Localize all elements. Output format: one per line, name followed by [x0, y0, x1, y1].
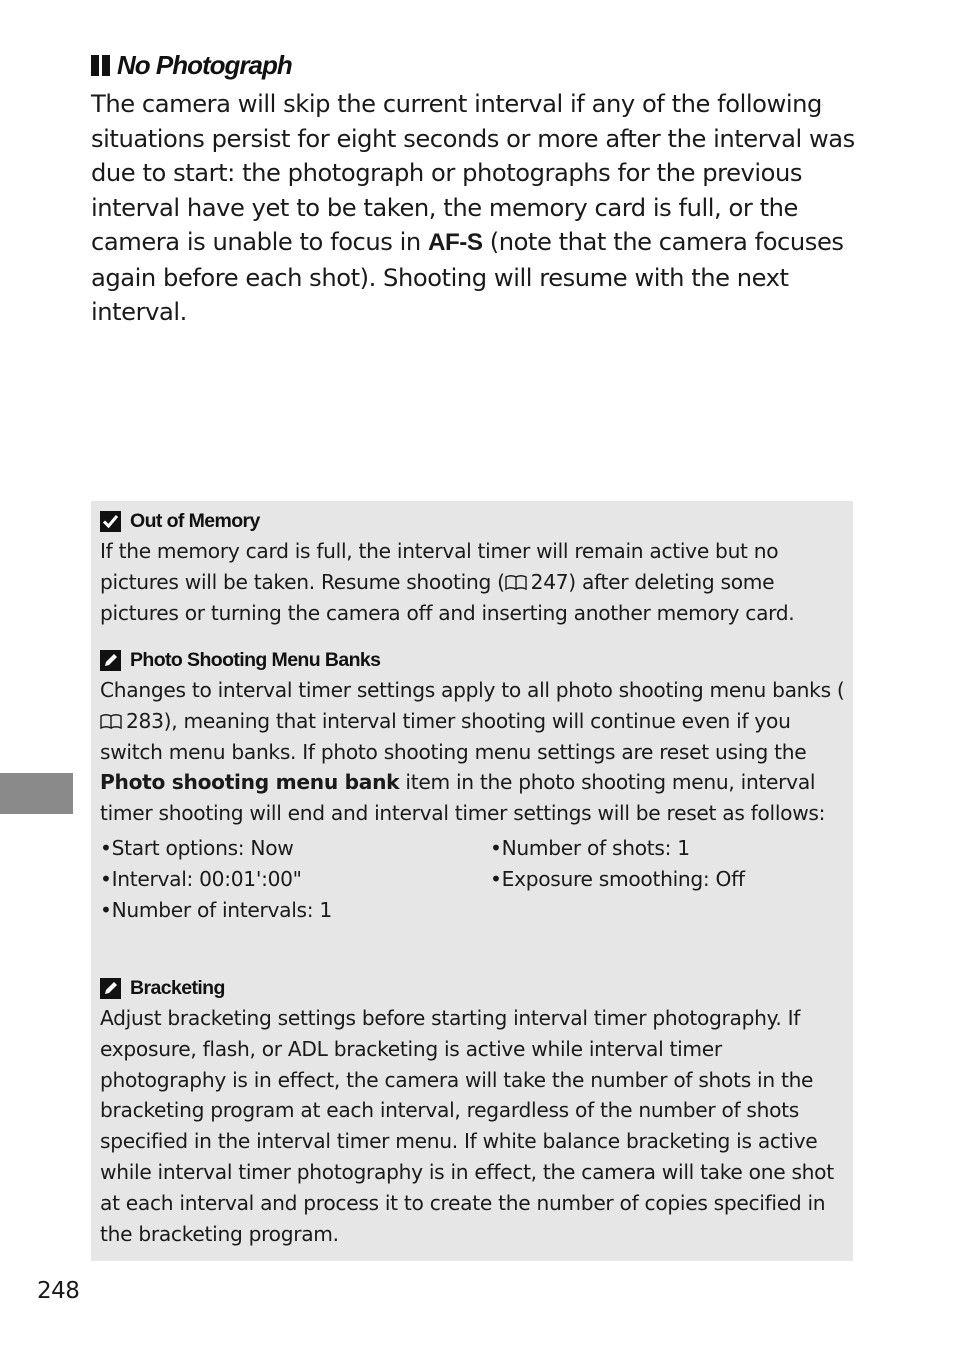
note-bracketing — [100, 973, 850, 1249]
list-item: • Exposure smoothing: Off — [490, 864, 820, 895]
list-item: • Interval: 00:01':00" — [100, 864, 490, 895]
note-text-part: ) after deleting some pictures or turning the camera off and inserting another memory card. — [100, 569, 795, 625]
intro-paragraph — [91, 87, 861, 330]
note-out-of-memory — [100, 506, 850, 628]
note-text — [100, 536, 850, 628]
heading-marker — [91, 55, 99, 76]
page-reference[interactable]: 283 — [126, 708, 164, 733]
note-header — [100, 506, 850, 536]
note-text-part: item in the photo shooting menu, interval timer shooting will end and interval timer settings will be reset as follows: — [100, 770, 826, 826]
section-heading — [91, 50, 292, 81]
chapter-tab — [0, 773, 73, 814]
book-icon — [505, 574, 527, 590]
list-item: • Number of intervals: 1 — [100, 895, 490, 926]
notes-box — [91, 501, 853, 1261]
book-icon — [100, 713, 122, 729]
heading-marker — [102, 55, 110, 76]
note-text-part: ), meaning that interval timer shooting will continue even if you switch menu banks. If photo shooting menu settings are reset using the — [100, 708, 807, 764]
note-text-part: If the memory card is full, the interval timer will remain active but no pictures will be taken. Resume shooting ( — [100, 539, 779, 594]
page-reference[interactable]: 247 — [530, 569, 569, 594]
note-text-part: Changes to interval timer settings apply to all photo shooting menu banks ( — [100, 678, 845, 702]
note-header — [100, 645, 850, 675]
check-box-icon — [100, 511, 121, 532]
pencil-note-icon — [100, 650, 121, 671]
af-s-mode: AF-S — [428, 229, 483, 256]
note-title: Photo Shooting Menu Banks — [130, 648, 381, 671]
list-item: • Start options: Now — [100, 833, 490, 864]
intro-text-end: (note that the camera focuses again before each shot). Shooting will resume with the next interval. — [91, 228, 844, 326]
menu-item-name: Photo shooting menu bank — [100, 770, 400, 795]
list-item: • Number of shots: 1 — [490, 833, 820, 864]
note-title: Bracketing — [130, 976, 225, 999]
pencil-note-icon — [100, 978, 121, 999]
note-text — [100, 675, 850, 829]
reset-settings-list — [100, 833, 850, 925]
intro-text: The camera will skip the current interval if any of the following situations persist for eight seconds or more after the interval was due to start: the photograph or photographs for the previous interval have yet to be taken, the memory card is full, or the camera is unable to focus in — [91, 90, 855, 256]
page-number: 248 — [37, 1278, 80, 1304]
note-menu-banks — [100, 645, 850, 925]
note-text: Adjust bracketing settings before starting interval timer photography. If exposure, flash, or ADL bracketing is active while interval timer photography is in effect, the camera will take the number of shots in the bracketing program at each interval, regardless of the number of shots specified in the interval timer menu. If white balance bracketing is active while interval timer photography is in effect, the camera will take one shot at each interval and process it to create the number of copies specified in the bracketing program. — [100, 1006, 834, 1246]
note-title: Out of Memory — [130, 509, 260, 532]
section-title: No Photograph — [117, 50, 292, 80]
note-header — [100, 973, 850, 1003]
